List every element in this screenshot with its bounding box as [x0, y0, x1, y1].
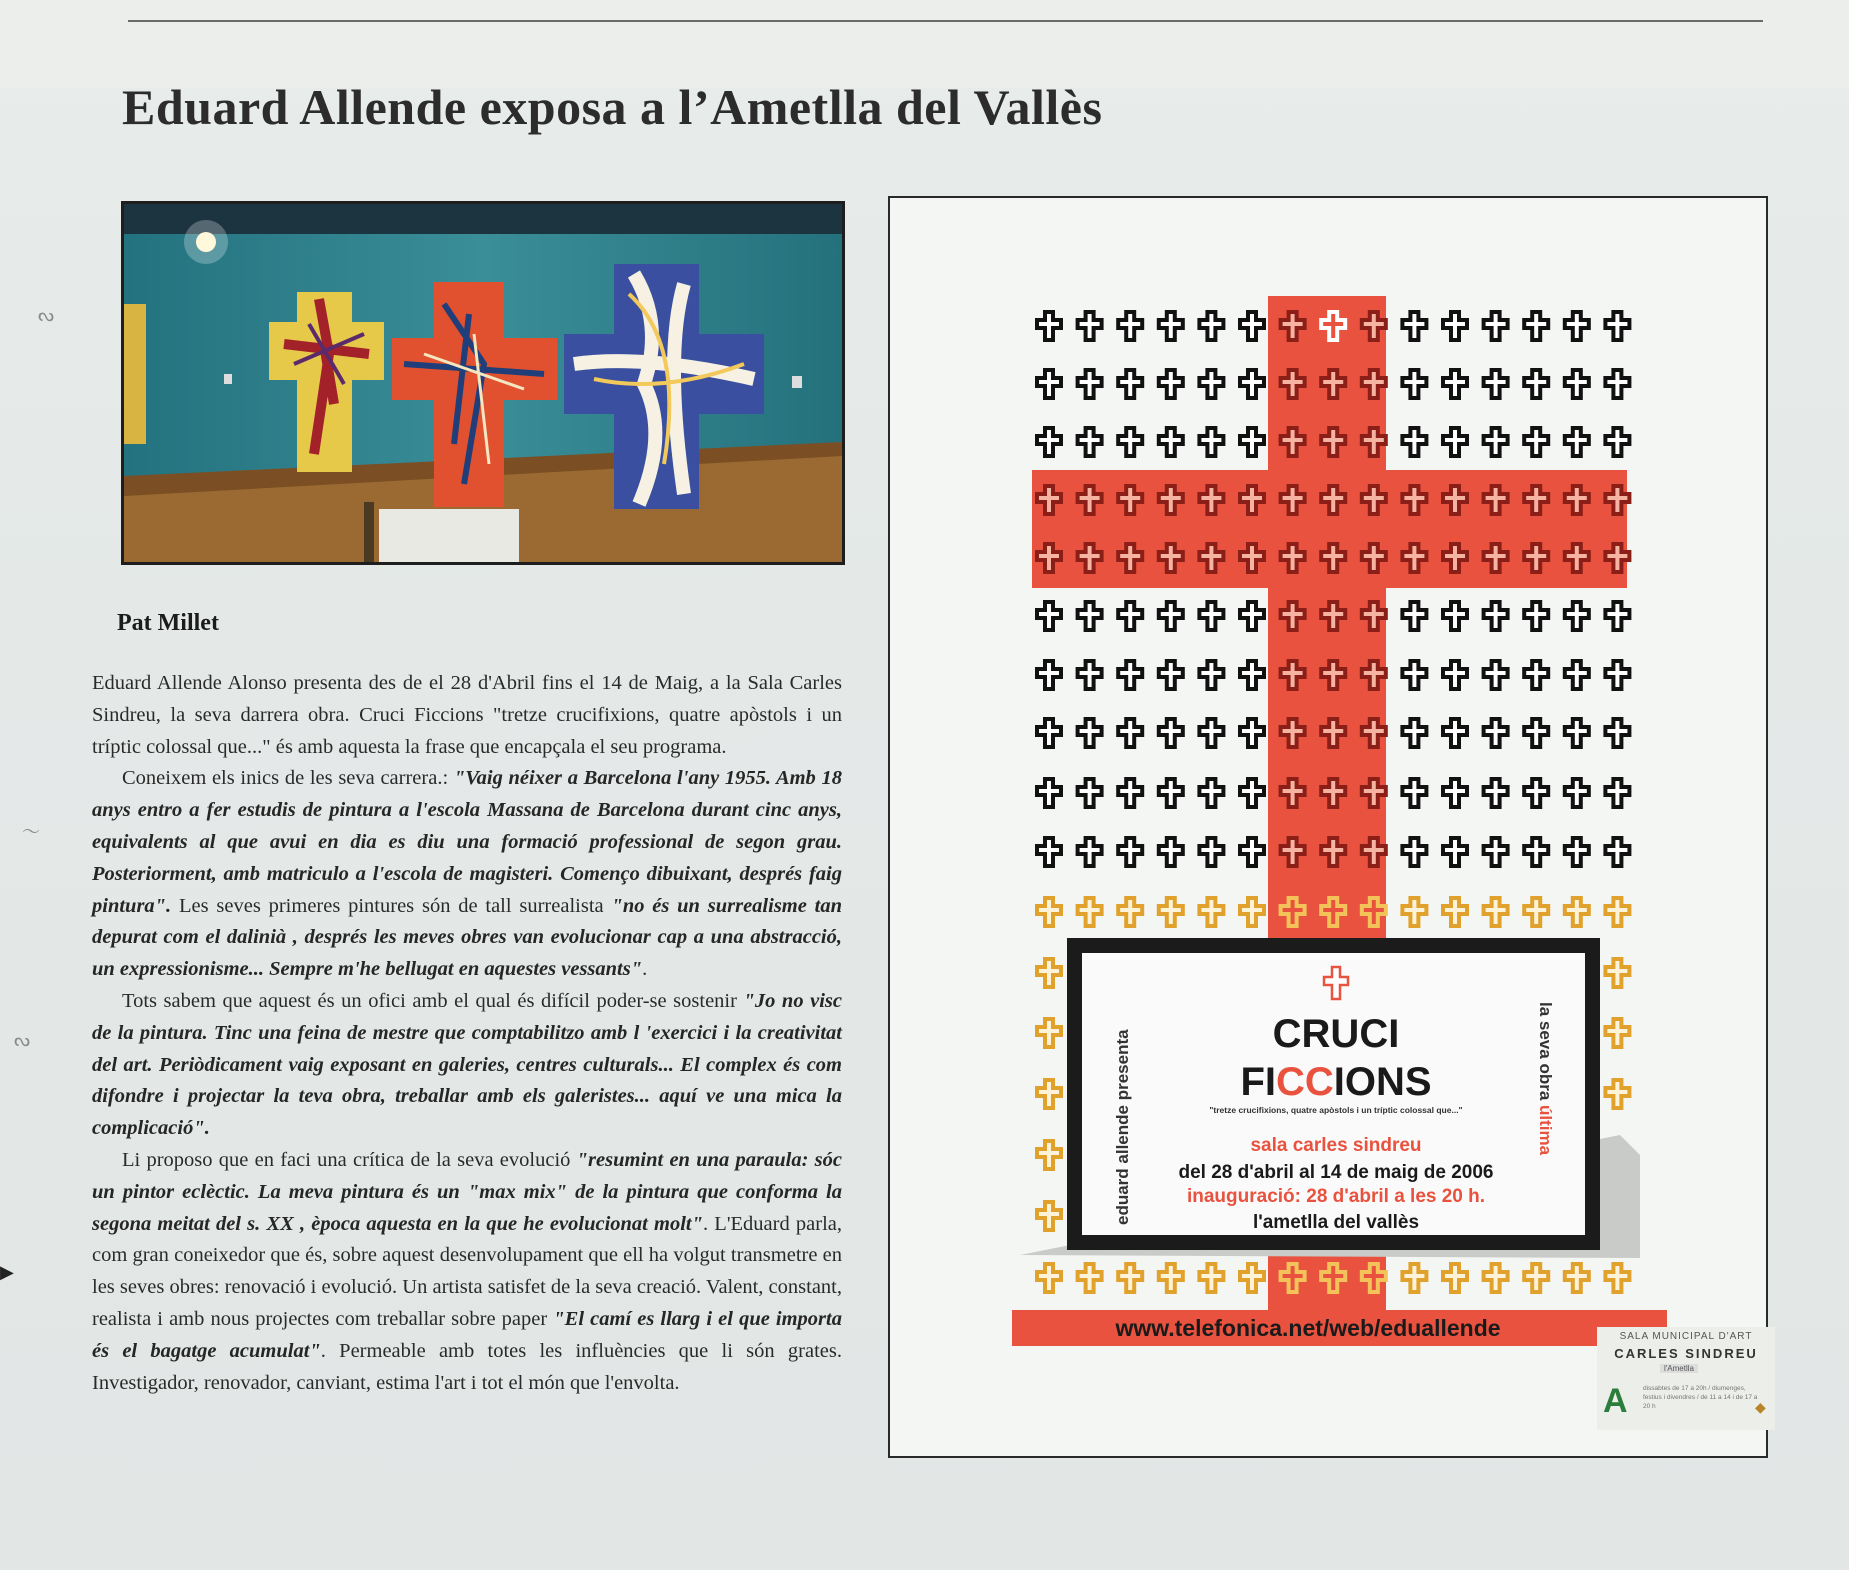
pattern-cross-icon	[1565, 1264, 1589, 1292]
pattern-cross-icon	[1565, 898, 1589, 926]
pattern-cross-icon	[1443, 661, 1467, 689]
pattern-cross-icon	[1402, 602, 1426, 630]
pattern-cross-icon	[1524, 719, 1548, 747]
pattern-cross-icon	[1078, 838, 1102, 866]
text-run: Li proposo que en faci una crítica de la seva evolució	[122, 1148, 577, 1171]
quote-run: "Vaig néixer a Barcelona l'any 1955. Amb 18 anys entro a fer estudis de pintura a l'escola Massana de Barcelona durant cinc anys, equivalents al que avui en dia es diu una formació professional de segon grau. Posteriorment, amb matriculo a l'escola de magisteri. Començo dibuixant, després faig pintura".	[92, 767, 842, 917]
text-run: . Permeable amb totes les influències que li són grates. Investigador, renovador, canviant, estima l'art i tot el món que l'envolta.	[92, 1339, 842, 1394]
pattern-cross-icon	[1037, 898, 1061, 926]
pattern-cross-icon	[1240, 602, 1264, 630]
pattern-cross-icon	[1484, 370, 1508, 398]
pattern-cross-icon	[1037, 838, 1061, 866]
pattern-cross-icon	[1118, 838, 1142, 866]
pattern-cross-icon	[1037, 428, 1061, 456]
pattern-cross-icon	[1565, 312, 1589, 340]
pattern-cross-icon	[1159, 428, 1183, 456]
poster-right-vertical-text: la seva obra última	[1536, 1002, 1555, 1156]
text-run: Les seves primeres pintures són de tall surrealista	[171, 894, 612, 917]
pattern-cross-icon	[1484, 779, 1508, 807]
pattern-cross-icon	[1159, 779, 1183, 807]
pattern-cross-icon	[1037, 1202, 1061, 1230]
margin-scribble: ᔓ	[38, 305, 55, 325]
pattern-cross-icon	[1605, 779, 1629, 807]
pattern-cross-icon	[1565, 370, 1589, 398]
pattern-cross-icon	[1078, 602, 1102, 630]
pattern-cross-icon	[1605, 370, 1629, 398]
pattern-cross-icon	[1240, 779, 1264, 807]
pattern-cross-icon	[1443, 838, 1467, 866]
pattern-cross-icon	[1443, 370, 1467, 398]
pattern-cross-icon	[1037, 661, 1061, 689]
pattern-cross-icon	[1402, 370, 1426, 398]
pattern-cross-icon	[1524, 898, 1548, 926]
sponsor-name: CARLES SINDREU	[1614, 1346, 1758, 1361]
pattern-cross-icon	[1605, 1019, 1629, 1047]
pattern-cross-icon	[1199, 898, 1223, 926]
pattern-cross-icon	[1605, 661, 1629, 689]
quote-run: "no és un surrealisme tan depurat com el dalinià , després les meves obres van evolucionar cap a una abstracció, un expressionisme... Sempre m'he bellugat en aquestes vessants"	[92, 894, 842, 981]
sponsor-sub: l'Ametlla	[1660, 1364, 1698, 1373]
pattern-cross-icon	[1605, 959, 1629, 987]
pattern-cross-icon	[1037, 1141, 1061, 1169]
pattern-cross-icon	[1118, 779, 1142, 807]
pattern-cross-icon	[1118, 602, 1142, 630]
margin-arrow: ▶	[0, 1262, 14, 1282]
poster-title-line2: FICCIONS	[1240, 1060, 1432, 1104]
poster-venue: sala carles sindreu	[1250, 1135, 1422, 1156]
pattern-cross-icon	[1402, 719, 1426, 747]
pattern-cross-icon	[1037, 370, 1061, 398]
pattern-cross-icon	[1443, 779, 1467, 807]
headline: Eduard Allende exposa a l’Ametlla del Vallès	[122, 79, 1103, 135]
pattern-cross-icon	[1118, 661, 1142, 689]
pattern-cross-icon	[1605, 898, 1629, 926]
pattern-cross-icon	[1565, 838, 1589, 866]
quote-run: "Jo no visc de la pintura. Tinc una feina de mestre que comptabilitzo amb l 'exercici i la creativitat del art. Periòdicament vaig exposant en galeries, centres culturals... El complex és com difondre i projectar la teva obra, treballar amb els galeristes... aquí ve una mica la complicació".	[92, 989, 842, 1140]
pattern-cross-icon	[1199, 661, 1223, 689]
pattern-cross-icon	[1118, 312, 1142, 340]
pattern-cross-icon	[1484, 1264, 1508, 1292]
pattern-cross-icon	[1037, 312, 1061, 340]
pattern-cross-icon	[1484, 312, 1508, 340]
pattern-cross-icon	[1524, 428, 1548, 456]
pattern-cross-icon	[1159, 312, 1183, 340]
poster-opening: inauguració: 28 d'abril a les 20 h.	[1186, 1186, 1486, 1207]
pattern-cross-icon	[1402, 838, 1426, 866]
pattern-cross-icon	[1078, 719, 1102, 747]
pattern-cross-icon	[1240, 1264, 1264, 1292]
pattern-cross-icon	[1199, 1264, 1223, 1292]
pattern-cross-icon	[1037, 602, 1061, 630]
poster-subtitle: "tretze crucifixions, quatre apòstols i un tríptic colossal que..."	[1209, 1105, 1463, 1115]
pattern-cross-icon	[1524, 312, 1548, 340]
pattern-cross-icon	[1199, 838, 1223, 866]
pattern-cross-icon	[1605, 428, 1629, 456]
pattern-cross-icon	[1484, 898, 1508, 926]
pattern-cross-icon	[1605, 1264, 1629, 1292]
sponsor-top: SALA MUNICIPAL D'ART	[1619, 1331, 1753, 1342]
pattern-cross-icon	[1565, 428, 1589, 456]
pattern-cross-icon	[1605, 719, 1629, 747]
poster-website[interactable]: www.telefonica.net/web/eduallende	[1115, 1315, 1501, 1341]
pattern-cross-icon	[1443, 898, 1467, 926]
pattern-cross-icon	[1037, 1264, 1061, 1292]
pattern-cross-icon	[1078, 428, 1102, 456]
pattern-cross-icon	[1240, 838, 1264, 866]
pattern-cross-icon	[1078, 312, 1102, 340]
pattern-cross-icon	[1159, 1264, 1183, 1292]
pattern-cross-icon	[1078, 661, 1102, 689]
pattern-cross-icon	[1199, 428, 1223, 456]
pattern-cross-icon	[1199, 370, 1223, 398]
pattern-cross-icon	[1524, 838, 1548, 866]
pattern-cross-icon	[1240, 661, 1264, 689]
pattern-cross-icon	[1037, 959, 1061, 987]
pattern-cross-icon	[1484, 661, 1508, 689]
pattern-cross-icon	[1199, 779, 1223, 807]
text-run: Tots sabem que aquest és un ofici amb el qual és difícil poder-se sostenir	[122, 989, 744, 1012]
pattern-cross-icon	[1443, 428, 1467, 456]
quote-run: "resumint en una paraula: sóc un pintor eclèctic. La meva pintura és un "max mix" de la pintura que conforma la segona meitat del s. XX , època aquesta en la que he evolucionat molt"	[92, 1148, 842, 1235]
pattern-cross-icon	[1565, 661, 1589, 689]
pattern-cross-icon	[1605, 1080, 1629, 1108]
margin-scribble: ᔓ	[14, 1030, 31, 1050]
ametlla-logo-icon: A	[1603, 1382, 1628, 1420]
pattern-cross-icon	[1402, 661, 1426, 689]
pattern-cross-icon	[1402, 1264, 1426, 1292]
pattern-cross-icon	[1402, 898, 1426, 926]
pattern-cross-icon	[1443, 719, 1467, 747]
pattern-cross-icon	[1078, 1264, 1102, 1292]
pattern-cross-icon	[1240, 370, 1264, 398]
pattern-cross-icon	[1118, 898, 1142, 926]
pattern-cross-icon	[1078, 779, 1102, 807]
pattern-cross-icon	[1443, 602, 1467, 630]
pattern-cross-icon	[1037, 1019, 1061, 1047]
quote-run: "El camí es llarg i el que importa és el bagatge acumulat"	[92, 1307, 842, 1362]
pattern-cross-icon	[1605, 602, 1629, 630]
pattern-cross-icon	[1524, 602, 1548, 630]
poster-town: l'ametlla del vallès	[1252, 1212, 1420, 1233]
pattern-cross-icon	[1484, 602, 1508, 630]
diamond-icon: ◆	[1755, 1399, 1766, 1415]
pattern-cross-icon	[1524, 370, 1548, 398]
pattern-cross-icon	[1443, 312, 1467, 340]
pattern-cross-icon	[1484, 428, 1508, 456]
pattern-cross-icon	[1443, 1264, 1467, 1292]
pattern-cross-icon	[1037, 719, 1061, 747]
poster-title-line1: CRUCI	[1272, 1012, 1400, 1056]
text-run: . L'Eduard parla, com gran coneixedor que és, sobre aquest desenvolupament que ell ha volgut transmetre en les seves obres: renovació i evolució. Un artista satisfet de la seva creació. Valent, constant, realista i amb nous projectes com treballar sobre paper	[92, 1212, 842, 1330]
pattern-cross-icon	[1524, 661, 1548, 689]
text-run: .	[642, 958, 648, 981]
sponsor-hours: dissabtes de 17 a 20h / diumenges, festius i divendres / de 11 a 14 i de 17 a 20 h	[1643, 1385, 1758, 1410]
pattern-cross-icon	[1565, 779, 1589, 807]
pattern-cross-icon	[1484, 719, 1508, 747]
poster-left-vertical-text: eduard allende presenta	[1113, 1029, 1132, 1225]
pattern-cross-icon	[1159, 661, 1183, 689]
paragraph-intro: Eduard Allende Alonso presenta des de el 28 d'Abril fins el 14 de Maig, a la Sala Carles Sindreu, la seva darrera obra. Cruci Ficcions "tretze crucifixions, quatre apòstols i un tríptic colossal que..." és amb aquesta la frase que encapçala el seu programa.	[92, 672, 842, 758]
pattern-cross-icon	[1484, 838, 1508, 866]
pattern-cross-icon	[1524, 1264, 1548, 1292]
pattern-cross-icon	[1159, 838, 1183, 866]
pattern-cross-icon	[1037, 1080, 1061, 1108]
pattern-cross-icon	[1199, 719, 1223, 747]
poster-dates: del 28 d'abril al 14 de maig de 2006	[1178, 1162, 1494, 1183]
pattern-cross-icon	[1402, 428, 1426, 456]
sponsor-logo-sala-carles-sindreu	[1597, 1327, 1775, 1430]
pattern-cross-icon	[1118, 1264, 1142, 1292]
pattern-cross-icon	[1159, 719, 1183, 747]
pattern-cross-icon	[1118, 428, 1142, 456]
margin-scribble: 〜	[22, 822, 40, 842]
pattern-cross-icon	[1159, 898, 1183, 926]
pattern-cross-icon	[1240, 719, 1264, 747]
pattern-cross-icon	[1199, 312, 1223, 340]
pattern-cross-icon	[1605, 312, 1629, 340]
pattern-cross-icon	[1118, 719, 1142, 747]
pattern-cross-icon	[1078, 898, 1102, 926]
pattern-cross-icon	[1240, 312, 1264, 340]
pattern-cross-icon	[1565, 602, 1589, 630]
pattern-cross-icon	[1118, 370, 1142, 398]
pattern-cross-icon	[1199, 602, 1223, 630]
byline-author: Pat Millet	[117, 610, 219, 636]
pattern-cross-icon	[1402, 779, 1426, 807]
pattern-cross-icon	[1565, 719, 1589, 747]
pattern-cross-icon	[1159, 602, 1183, 630]
pattern-cross-icon	[1078, 370, 1102, 398]
pattern-cross-icon	[1605, 838, 1629, 866]
pattern-cross-icon	[1240, 898, 1264, 926]
pattern-cross-icon	[1402, 312, 1426, 340]
text-run: Coneixem els inics de les seva carrera.:	[122, 767, 454, 790]
pattern-cross-icon	[1524, 779, 1548, 807]
pattern-cross-icon	[1240, 428, 1264, 456]
pattern-cross-icon	[1037, 779, 1061, 807]
pattern-cross-icon	[1159, 370, 1183, 398]
